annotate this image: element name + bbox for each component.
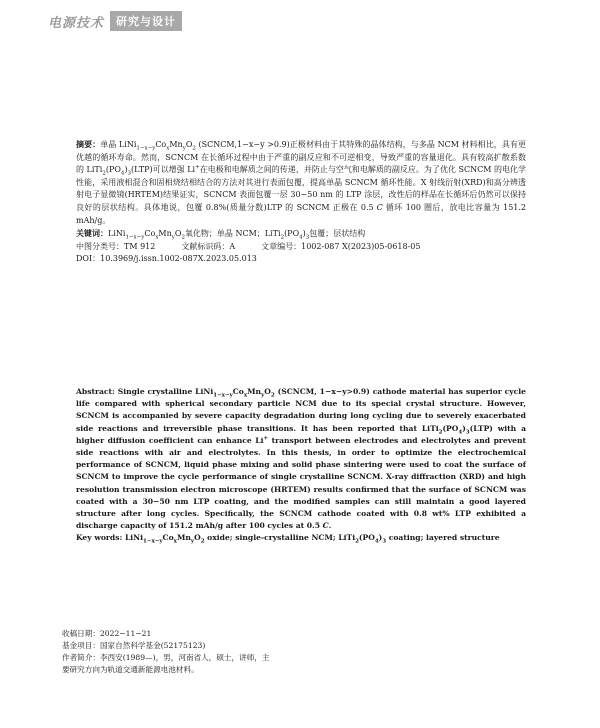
clc-number: 中图分类号：TM 912 — [76, 241, 156, 251]
footnote-block — [62, 628, 532, 676]
running-header — [48, 10, 182, 32]
document-code: 文献标识码：A — [181, 241, 236, 251]
classification-row — [76, 241, 526, 254]
author-bio-continued: 要研究方向为轨道交通新能源电池材料。 — [62, 665, 199, 674]
author-bio: 作者简介：李西安(1989—)，男，河南省人，硕士，讲师，主 — [62, 653, 270, 662]
section-tag: 研究与设计 — [110, 11, 182, 31]
english-abstract-block — [76, 386, 526, 545]
chinese-keywords: 关键词：$LiNi_{1-x-y}Co_xMn_yO_2$氧化物；单晶 NCM；$LiTi_2(PO_4)_3$包覆；层状结构 — [76, 228, 366, 241]
english-abstract: Abstract: Single crystalline $LiNi_{1-x-y}Co_xMn_yO_2$ (SCNCM, 1−x−y>0.9) cathode material has superior cycle life compared with spherical secondary particle NCM due to its special crystal structure. However, SCNCM is accompanied by severe capacity degradation during long cycling due to severely exacerbated side reactions and irreversible phase transitions. It has been reported that $LiTi_2(PO_4)_3(LTP)$ with a higher diffusion coefficient can enhance Li+ transport between electrodes and electrolytes and prevent side reactions with air and electrolytes. In this thesis, in order to optimize the electrochemical performance of SCNCM, liquid phase mixing and solid phase sintering were used to coat the surface of SCNCM to improve the cycle performance of single crystalline SCNCM. X-ray diffraction (XRD) and high resolution transmission electron microscope (HRTEM) results confirmed that the surface of SCNCM was coated with a 30−50 nm LTP coating, and the modified samples can still maintain a good layered structure after long cycles. Specifically, the SCNCM cathode coated with 0.8 wt% LTP exhibited a discharge capacity of 151.2 mAh/g after 100 cycles at 0.5 C. — [76, 387, 526, 531]
received-date: 收稿日期：2022−11−21 — [62, 629, 152, 638]
doi-line: DOI：10.3969/j.issn.1002-087X.2023.05.013 — [76, 254, 257, 264]
journal-name: 电源技术 — [48, 15, 105, 31]
article-number: 文章编号：1002-087 X(2023)05-0618-05 — [261, 241, 421, 251]
chinese-abstract-block — [76, 138, 526, 266]
abstract-label: 摘要： — [76, 139, 101, 149]
english-keywords: Key words: $LiNi_{1-x-y}Co_xMn_yO_2$ oxide; single-crystalline NCM; $LiTi_2(PO_4)_3$ coating; layered structure — [76, 533, 500, 545]
fund-project: 基金项目：国家自然科学基金(52175123) — [62, 641, 206, 650]
abstract-label-en: Abstract: — [76, 387, 115, 396]
chinese-abstract: 摘要：单晶 $LiNi_{1-x-y}Co_xMn_yO_2$ (SCNCM,1−x−y >0.9)正极材料由于其特殊的晶体结构，与多晶 NCM 材料相比，具有更优越的循环寿命。然而，SCNCM 在长循环过程中由于严重的副反应和不可逆相变，导致严重的容量退化。具有较高扩散系数的 $LiTi_2(PO_4)_3(LTP)$可以增强 Li+在电极和电解质之间的传递，并防止与空气和电解质的副反应。为了优化 SCNCM 的电化学性能，采用液相混合和固相烧结相结合的方法对其进行表面包覆，提高单晶 SCNCM 循环性能。X 射线衍射(XRD)和高分辨透射电子显微镜(HRTEM)结果证实，SCNCM 表面包覆一层 30~50 nm 的 LTP 涂层，改性后的样品在长循环后仍然可以保持良好的层状结构。具体地说，包覆 0.8%(质量分数)LTP 的 SCNCM 正极在 0.5 C 循环 100 圈后，放电比容量为 151.2 mAh/g。 — [76, 139, 527, 225]
